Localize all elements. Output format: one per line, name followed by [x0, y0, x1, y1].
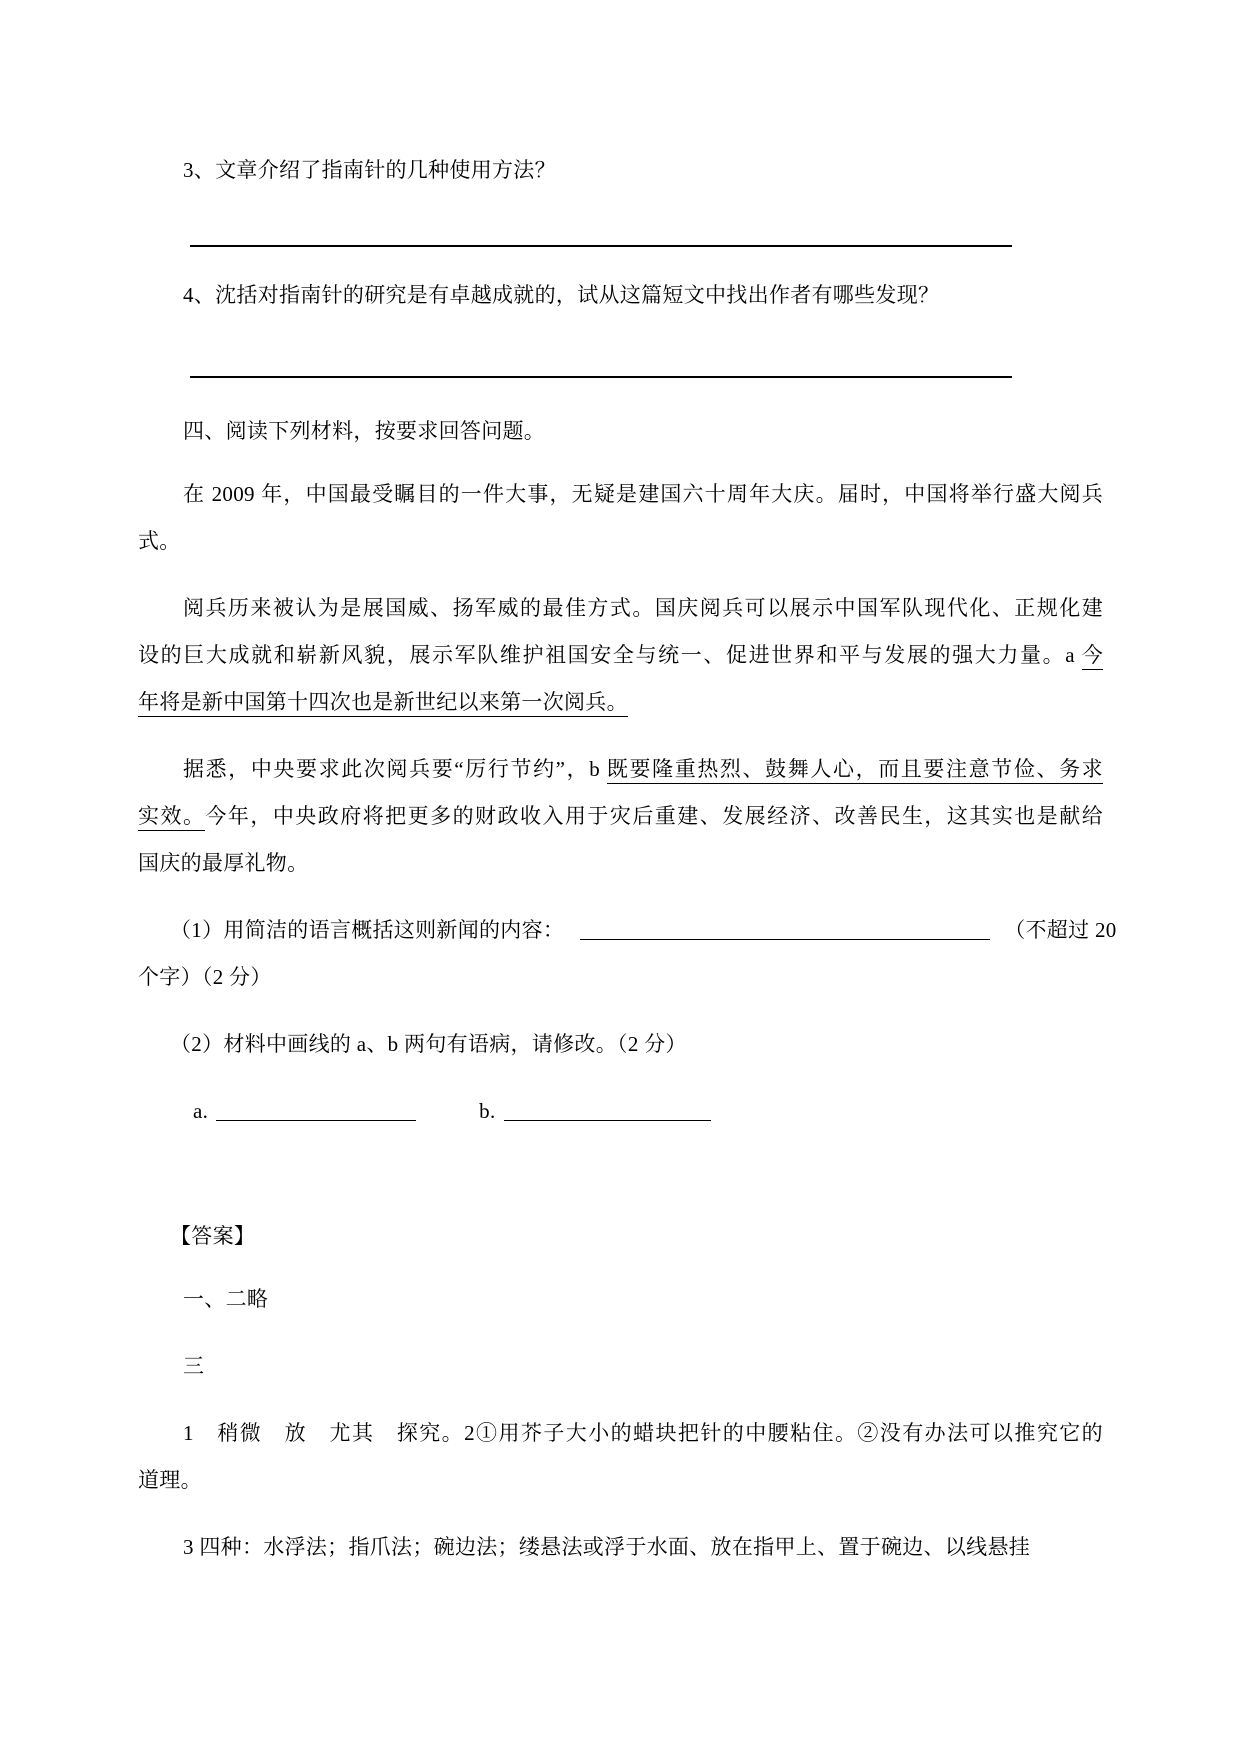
- question-1-line-1: [170, 916, 1117, 944]
- para-3-line-2: [138, 802, 1103, 830]
- text-run: 国庆的最厚礼物。: [138, 851, 309, 875]
- spacer: [416, 1117, 479, 1118]
- underlined-text-run: 今: [1082, 643, 1103, 670]
- underlined-text-run: 年将是新中国第十四次也是新世纪以来第一次阅兵。: [138, 690, 628, 717]
- text-run: 【答案】: [170, 1224, 256, 1248]
- answers-heading: [170, 1222, 255, 1250]
- text-run: （不超过 20: [1004, 918, 1117, 942]
- answer-3-line-1: [183, 1419, 1103, 1447]
- answer-rule-q3: [190, 245, 1012, 247]
- text-run: 道理。: [138, 1468, 202, 1492]
- para-2-line-2: [138, 641, 1103, 669]
- spacer: [564, 936, 580, 937]
- para-1-line-1: [183, 480, 1103, 508]
- spacer: [496, 1117, 504, 1118]
- text-run: 设的巨大成就和崭新风貌，展示军队维护祖国安全与统一、促进世界和平与发展的强大力量。a: [138, 643, 1082, 667]
- answer-blank-line: [580, 938, 990, 940]
- answer-blank-line: [504, 1119, 711, 1121]
- answer-3-line-3: [183, 1533, 1030, 1561]
- question-1-line-2: [138, 963, 272, 991]
- text-run: b.: [479, 1099, 496, 1123]
- section-4-heading: [183, 417, 545, 445]
- text-run: a.: [193, 1099, 209, 1123]
- para-1-line-2: [138, 527, 181, 555]
- para-3-line-3: [138, 849, 308, 877]
- text-run: 一、二略: [183, 1287, 269, 1311]
- answer-3-line-2: [138, 1466, 202, 1494]
- underlined-text-run: 既要隆重热烈、鼓舞人心，而且要注意节俭、务求: [607, 757, 1103, 784]
- text-run: 个字）（2 分）: [138, 965, 272, 989]
- spacer: [208, 1117, 216, 1118]
- answer-section-3-heading: [183, 1352, 204, 1380]
- text-run: 四、阅读下列材料，按要求回答问题。: [183, 419, 546, 443]
- text-run: 式。: [138, 529, 181, 553]
- text-run: 三: [183, 1354, 205, 1378]
- text-run: 3 四种：水浮法；指爪法；碗边法；缕悬法或浮于水面、放在指甲上、置于碗边、以线悬挂: [183, 1535, 1031, 1559]
- question-3: [183, 156, 556, 184]
- answer-blank-line: [216, 1119, 416, 1121]
- text-run: 3、文章介绍了指南针的几种使用方法？: [183, 158, 556, 182]
- para-2-line-3: [138, 688, 628, 716]
- question-2-line: [170, 1030, 687, 1058]
- text-run: （2）材料中画线的 a、b 两句有语病，请修改。（2 分）: [170, 1032, 687, 1056]
- spacer: [990, 936, 1004, 937]
- text-run: 据悉，中央要求此次阅兵要“厉行节约”，b: [183, 757, 607, 781]
- para-3-line-1: [183, 755, 1103, 783]
- question-4: [183, 281, 939, 309]
- answer-blanks-ab: [193, 1097, 711, 1125]
- text-run: （1）用简洁的语言概括这则新闻的内容：: [170, 918, 565, 942]
- text-run: 阅兵历来被认为是展国威、扬军威的最佳方式。国庆阅兵可以展示中国军队现代化、正规化建: [183, 596, 1103, 620]
- answer-rule-q4: [190, 376, 1012, 378]
- answer-section-1-2: [183, 1285, 268, 1313]
- text-run: 1 稍微 放 尤其 探究。2①用芥子大小的蜡块把针的中腰粘住。②没有办法可以推究它的: [183, 1421, 1103, 1445]
- text-run: 今年，中央政府将把更多的财政收入用于灾后重建、发展经济、改善民生，这其实也是献给: [205, 804, 1104, 828]
- underlined-text-run: 实效。: [138, 804, 205, 831]
- text-run: 在 2009 年，中国最受瞩目的一件大事，无疑是建国六十周年大庆。届时，中国将举行盛大阅兵: [183, 482, 1103, 506]
- text-run: 4、沈括对指南针的研究是有卓越成就的，试从这篇短文中找出作者有哪些发现？: [183, 283, 940, 307]
- para-2-line-1: [183, 594, 1103, 622]
